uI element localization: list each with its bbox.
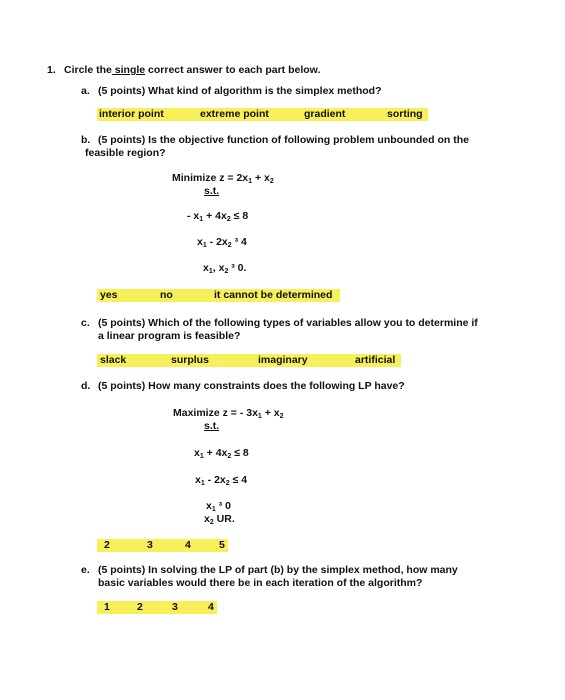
part-c-option-2[interactable]: surplus — [171, 354, 209, 366]
constraint-text: x — [204, 513, 210, 525]
part-b-option-1[interactable]: yes — [100, 289, 118, 301]
subscript: 1 — [248, 178, 253, 185]
part-b-option-3[interactable]: it cannot be determined — [214, 289, 333, 301]
part-e-option-2[interactable]: 2 — [137, 601, 143, 613]
question-heading — [64, 64, 320, 76]
part-d-constraint-2 — [195, 474, 247, 487]
part-d-option-3[interactable]: 4 — [185, 539, 191, 551]
constraint-text: - 2x — [206, 236, 228, 248]
subscript: 1 — [211, 506, 216, 513]
objective-text: Maximize z = - 3x — [173, 407, 258, 419]
constraint-text: ³ 0 — [215, 500, 231, 512]
subscript: 1 — [202, 242, 207, 249]
subscript: 2 — [226, 216, 231, 223]
constraint-text: + 4x — [203, 210, 227, 222]
part-b-objective — [172, 172, 274, 185]
part-e-highlight — [97, 601, 217, 614]
constraint-text: x — [194, 447, 200, 459]
part-c-question-line2: a linear program is feasible? — [98, 330, 241, 342]
part-b-constraint-1 — [187, 210, 248, 223]
part-d-objective — [173, 407, 284, 420]
subscript: 1 — [199, 453, 204, 460]
subscript: 2 — [279, 413, 284, 420]
part-b-constraint-3 — [203, 262, 246, 275]
subscript: 2 — [227, 453, 232, 460]
subscript: 2 — [227, 242, 232, 249]
part-a-option-3[interactable]: gradient — [304, 108, 346, 120]
part-d-option-2[interactable]: 3 — [147, 539, 153, 551]
part-a-option-2[interactable]: extreme point — [200, 108, 269, 120]
constraint-text: UR. — [213, 513, 235, 525]
heading-emphasis: single — [111, 64, 146, 76]
part-e-option-3[interactable]: 3 — [172, 601, 178, 613]
subscript: 2 — [224, 268, 229, 275]
constraint-text: - 2x — [204, 474, 226, 486]
part-a-question: (5 points) What kind of algorithm is the simplex method? — [98, 85, 382, 97]
part-b-label: b. — [81, 134, 91, 146]
part-b-constraint-2 — [197, 236, 247, 249]
part-c-option-4[interactable]: artificial — [355, 354, 396, 366]
part-c-label: c. — [81, 317, 90, 329]
part-b-st: s.t. — [204, 185, 220, 197]
part-d-constraint-3 — [206, 500, 231, 513]
heading-suffix: correct answer to each part below. — [145, 64, 321, 76]
part-d-option-1[interactable]: 2 — [104, 539, 110, 551]
subscript: 1 — [200, 480, 205, 487]
constraint-text: x — [195, 474, 201, 486]
constraint-text: x — [197, 236, 203, 248]
part-e-option-4[interactable]: 4 — [208, 601, 214, 613]
constraint-text: x — [206, 500, 212, 512]
subscript: 2 — [269, 178, 274, 185]
subscript: 1 — [208, 268, 213, 275]
part-d-constraint-4 — [204, 513, 235, 526]
part-b-question-line2: feasible region? — [85, 147, 166, 159]
subscript: 2 — [209, 519, 214, 526]
part-a-option-4[interactable]: sorting — [387, 108, 423, 120]
part-e-question-line2: basic variables would there be in each iteration of the algorithm? — [98, 577, 423, 589]
part-c-option-3[interactable]: imaginary — [258, 354, 308, 366]
part-b-question-line1: (5 points) Is the objective function of following problem unbounded on the — [98, 134, 469, 146]
part-e-label: e. — [81, 564, 90, 576]
subscript: 1 — [199, 216, 204, 223]
subscript: 2 — [225, 480, 230, 487]
constraint-text: ≤ 8 — [230, 210, 249, 222]
part-a-option-1[interactable]: interior point — [99, 108, 164, 120]
part-d-option-4[interactable]: 5 — [219, 539, 225, 551]
subscript: 1 — [257, 413, 262, 420]
part-d-constraint-1 — [194, 447, 249, 460]
objective-text: Minimize z = 2x — [172, 172, 249, 184]
part-d-highlight — [97, 539, 228, 552]
part-d-label: d. — [81, 380, 91, 392]
heading-prefix: Circle the — [64, 64, 112, 76]
part-c-option-1[interactable]: slack — [100, 354, 127, 366]
part-d-st: s.t. — [204, 420, 220, 432]
part-c-question-line1: (5 points) Which of the following types of variables allow you to determine if — [98, 317, 478, 329]
constraint-text: - x — [187, 210, 200, 222]
part-a-label: a. — [81, 85, 90, 97]
question-number: 1. — [47, 64, 56, 76]
part-b-option-2[interactable]: no — [160, 289, 173, 301]
constraint-text: ≤ 4 — [229, 474, 248, 486]
constraint-text: + 4x — [203, 447, 228, 459]
constraint-text: x — [203, 262, 209, 274]
part-e-question-line1: (5 points) In solving the LP of part (b) by the simplex method, how many — [98, 564, 458, 576]
part-e-option-1[interactable]: 1 — [104, 601, 110, 613]
constraint-text: , x — [212, 262, 225, 274]
constraint-text: ³ 4 — [231, 236, 247, 248]
constraint-text: ≤ 8 — [231, 447, 249, 459]
constraint-text: ³ 0. — [228, 262, 247, 274]
part-d-question: (5 points) How many constraints does the following LP have? — [98, 380, 405, 392]
objective-tail: + x — [261, 407, 280, 419]
objective-tail: + x — [252, 172, 270, 184]
